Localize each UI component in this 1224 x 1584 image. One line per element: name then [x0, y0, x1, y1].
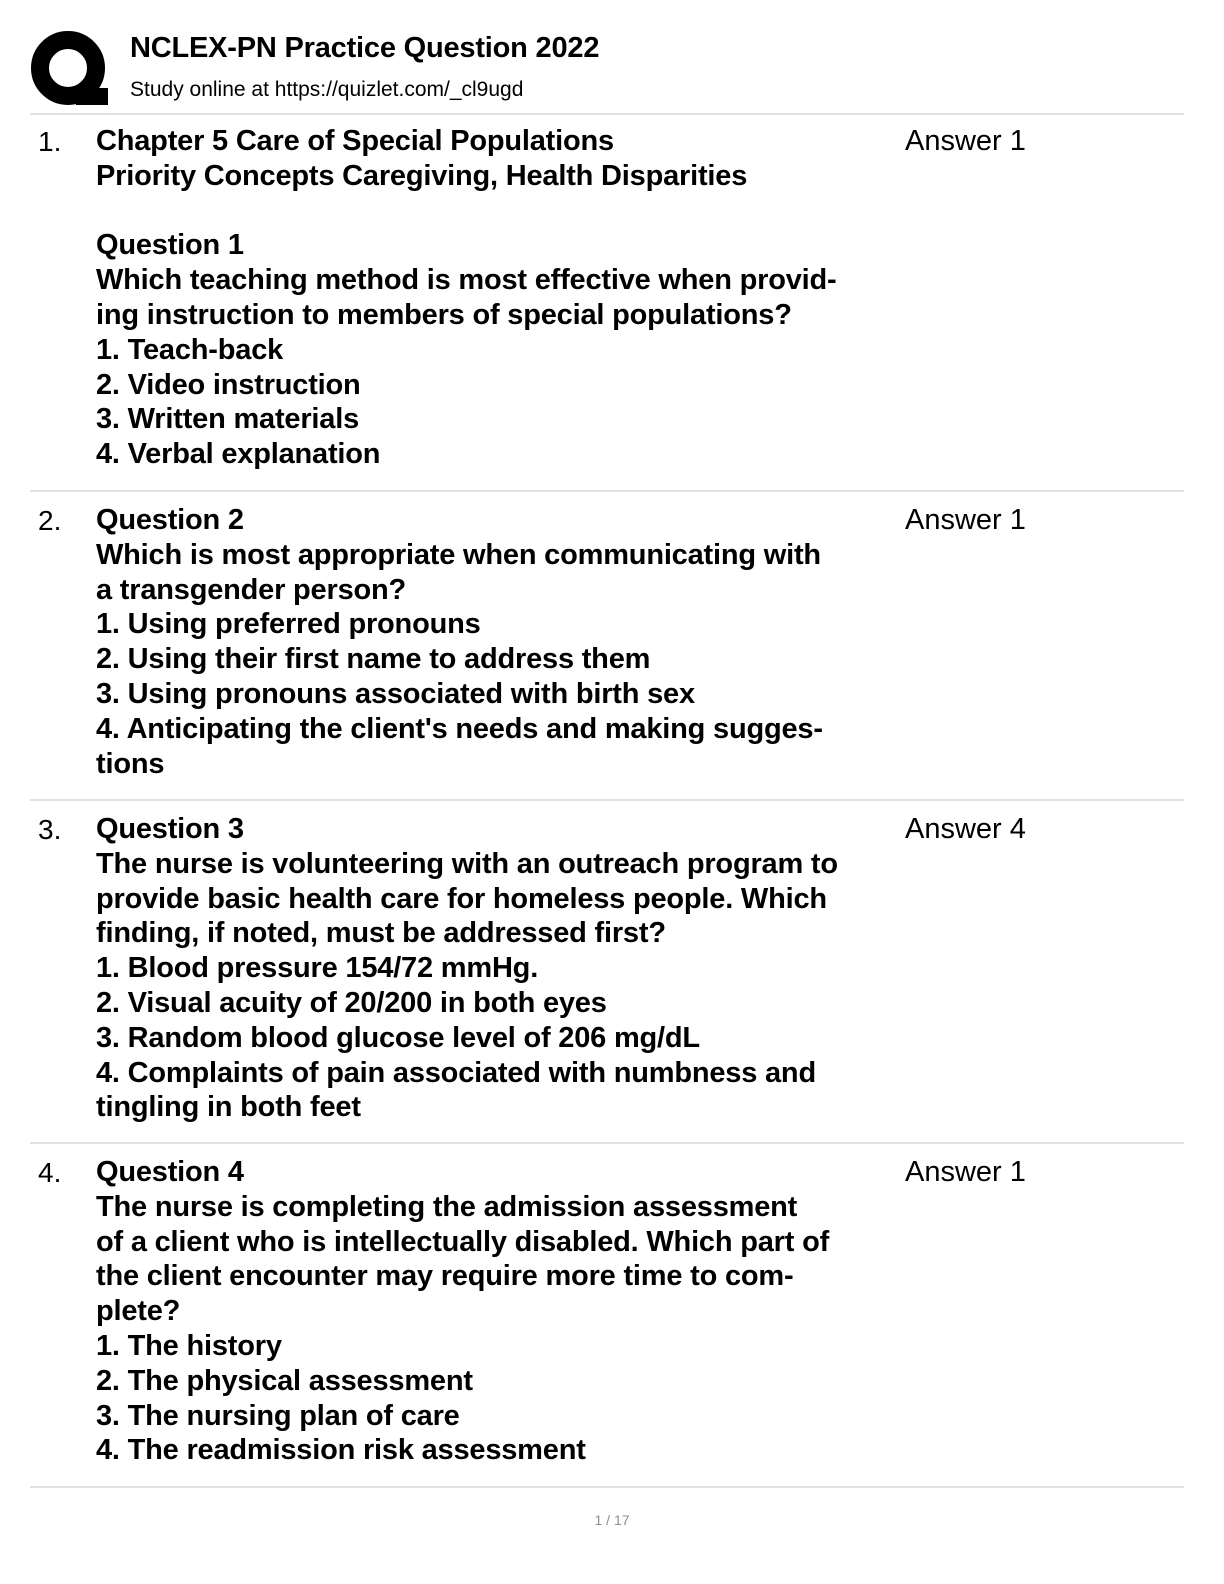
page-header	[30, 30, 1184, 114]
answer-option: 3. Written materials	[96, 403, 360, 436]
answer-option: 4. Complaints of pain associated with numbness and	[96, 1056, 816, 1089]
answer-option: 2. Video instruction	[96, 368, 361, 401]
answer-option: 4. Verbal explanation	[96, 438, 381, 471]
question-line: finding, if noted, must be addressed first?	[96, 917, 666, 950]
question-line: The nurse is completing the admission assessment	[96, 1190, 798, 1223]
answer-label: Answer 1	[905, 504, 1026, 536]
question-line: of a client who is intellectually disabled. Which part of	[96, 1225, 830, 1258]
question-line: plete?	[96, 1295, 181, 1328]
answer-option: 1. Using preferred pronouns	[96, 608, 481, 641]
question-number: 1.	[38, 126, 62, 157]
study-online-link[interactable]: Study online at https://quizlet.com/_cl9ugd	[130, 78, 524, 101]
page-number: 1 / 17	[594, 1512, 630, 1528]
question-line: The nurse is volunteering with an outreach program to	[96, 847, 838, 880]
question-line: provide basic health care for homeless people. Which	[96, 882, 827, 915]
quizlet-logo-icon	[30, 30, 110, 110]
question-line: Question 2	[96, 504, 244, 536]
answer-option: 1. The history	[96, 1329, 282, 1362]
question-line: the client encounter may require more time to com-	[96, 1260, 794, 1293]
answer-option: 2. The physical assessment	[96, 1364, 473, 1397]
spacer	[96, 194, 906, 229]
answer-label: Answer 1	[905, 125, 1026, 157]
answer-option: 2. Using their first name to address them	[96, 643, 651, 676]
question-line: Which teaching method is most effective when provid-	[96, 264, 837, 297]
question-line: Which is most appropriate when communicating with	[96, 538, 821, 571]
answer-option: 1. Blood pressure 154/72 mmHg.	[96, 952, 539, 985]
answer-option: 3. Random blood glucose level of 206 mg/dL	[96, 1021, 700, 1054]
question-text	[96, 503, 906, 781]
document-title: NCLEX-PN Practice Question 2022	[130, 32, 600, 64]
answer-option: tingling in both feet	[96, 1091, 361, 1124]
question-line: Priority Concepts Caregiving, Health Disparities	[96, 159, 748, 192]
question-text	[96, 124, 906, 472]
answer-option: 2. Visual acuity of 20/200 in both eyes	[96, 986, 607, 1019]
question-line: ing instruction to members of special populations?	[96, 298, 792, 331]
answer-option: 3. Using pronouns associated with birth sex	[96, 677, 695, 710]
answer-option: 1. Teach-back	[96, 333, 284, 366]
answer-option: 4. The readmission risk assessment	[96, 1434, 586, 1467]
divider	[30, 113, 1184, 115]
answer-option: 3. The nursing plan of care	[96, 1399, 460, 1432]
question-line: Question 4	[96, 1156, 244, 1188]
question-number: 3.	[38, 814, 62, 845]
question-line: Question 1	[96, 229, 244, 262]
answer-option: tions	[96, 747, 165, 780]
divider	[30, 1142, 1184, 1144]
divider	[30, 490, 1184, 492]
question-line: Question 3	[96, 813, 244, 845]
divider	[30, 799, 1184, 801]
question-number: 4.	[38, 1157, 62, 1188]
question-text	[96, 1155, 906, 1468]
answer-label: Answer 4	[905, 813, 1026, 845]
answer-option: 4. Anticipating the client's needs and making sugges-	[96, 712, 823, 745]
divider	[30, 1486, 1184, 1488]
question-text	[96, 812, 906, 1125]
question-line: Chapter 5 Care of Special Populations	[96, 125, 614, 157]
question-number: 2.	[38, 505, 62, 536]
question-line: a transgender person?	[96, 573, 407, 606]
answer-label: Answer 1	[905, 1156, 1026, 1188]
